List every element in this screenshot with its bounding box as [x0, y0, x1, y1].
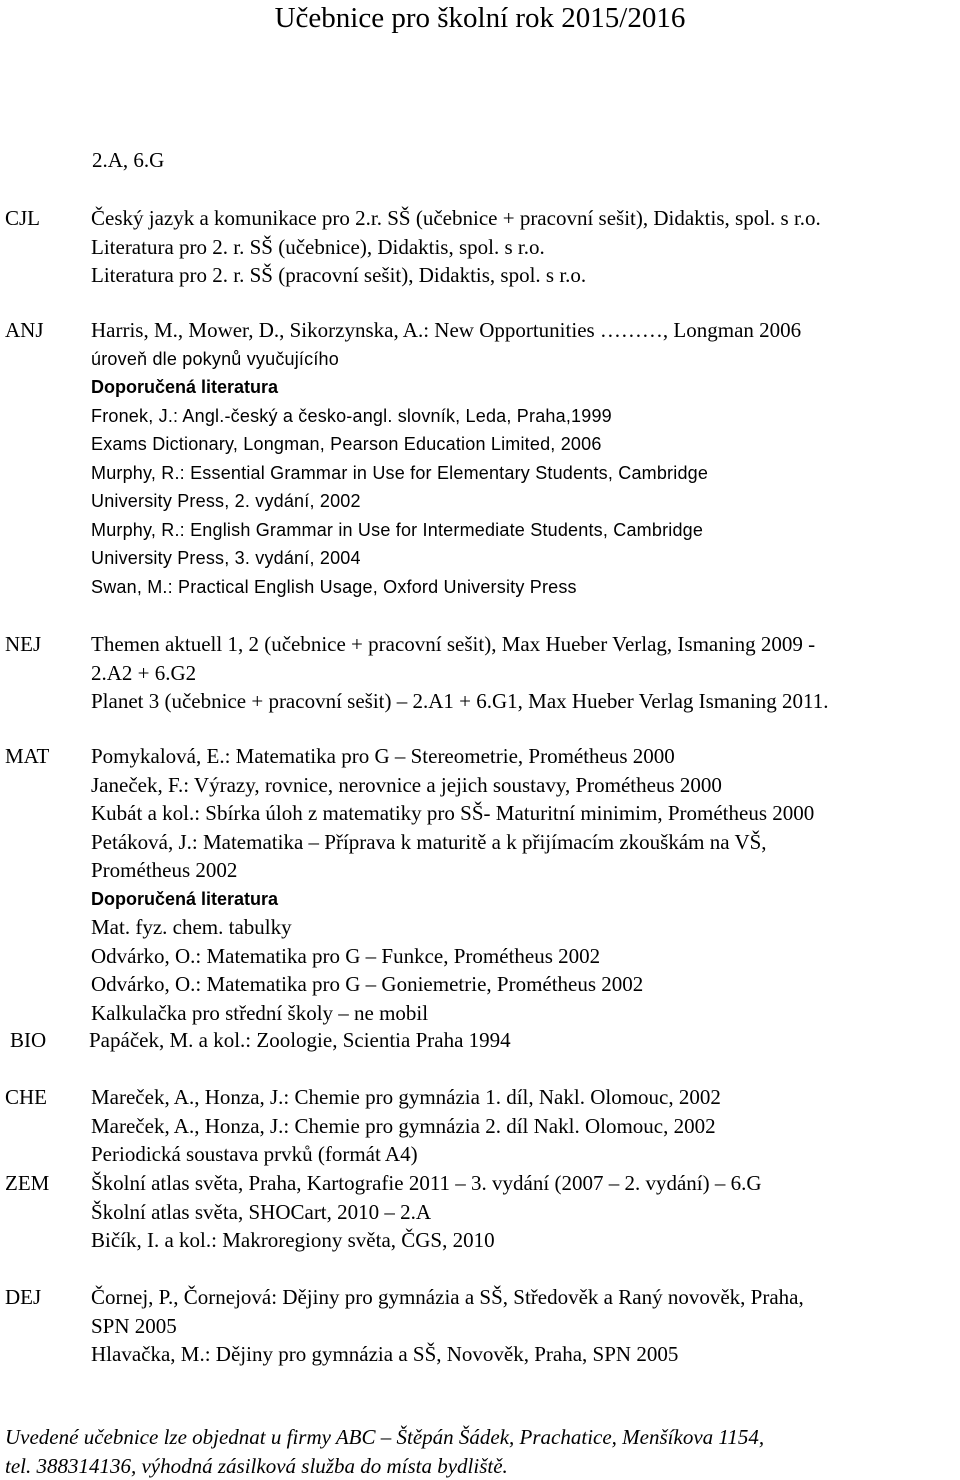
- recommended-literature-heading: Doporučená literatura: [91, 885, 956, 914]
- section-bio-list: [89, 1026, 954, 1055]
- order-note: [5, 1423, 955, 1480]
- recommended-literature-heading: Doporučená literatura: [91, 373, 956, 402]
- section-dej-list: [91, 1283, 956, 1369]
- order-note-line-2: tel. 388314136, výhodná zásilková služba do místa bydliště.: [5, 1452, 955, 1480]
- list-item: University Press, 2. vydání, 2002: [91, 487, 956, 516]
- list-item: Harris, M., Mower, D., Sikorzynska, A.: New Opportunities ………, Longman 2006: [91, 316, 956, 345]
- class-label: 2.A, 6.G: [92, 146, 164, 174]
- section-anj-list: [91, 316, 956, 601]
- list-item: Literatura pro 2. r. SŠ (pracovní sešit), Didaktis, spol. s r.o.: [91, 261, 956, 290]
- list-item: Školní atlas světa, SHOCart, 2010 – 2.A: [91, 1198, 956, 1227]
- subject-bio: BIO: [10, 1026, 46, 1055]
- subject-che: CHE: [5, 1083, 47, 1112]
- list-item: Pomykalová, E.: Matematika pro G – Stereometrie, Prométheus 2000: [91, 742, 956, 771]
- list-item: Mareček, A., Honza, J.: Chemie pro gymnázia 2. díl Nakl. Olomouc, 2002: [91, 1112, 956, 1141]
- list-item: Planet 3 (učebnice + pracovní sešit) – 2.A1 + 6.G1, Max Hueber Verlag Ismaning 2011.: [91, 687, 956, 716]
- list-item: Themen aktuell 1, 2 (učebnice + pracovní sešit), Max Hueber Verlag, Ismaning 2009 -: [91, 630, 956, 659]
- list-item: Kubát a kol.: Sbírka úloh z matematiky pro SŠ- Maturitní minimim, Prométheus 2000: [91, 799, 956, 828]
- list-item: Murphy, R.: English Grammar in Use for Intermediate Students, Cambridge: [91, 516, 956, 545]
- list-item: Papáček, M. a kol.: Zoologie, Scientia Praha 1994: [89, 1026, 954, 1055]
- list-item: Fronek, J.: Angl.-český a česko-angl. slovník, Leda, Praha,1999: [91, 402, 956, 431]
- list-item: Školní atlas světa, Praha, Kartografie 2011 – 3. vydání (2007 – 2. vydání) – 6.G: [91, 1169, 956, 1198]
- list-item: Český jazyk a komunikace pro 2.r. SŠ (učebnice + pracovní sešit), Didaktis, spol. s r.o.: [91, 204, 956, 233]
- subject-cjl: CJL: [5, 204, 40, 233]
- list-item: University Press, 3. vydání, 2004: [91, 544, 956, 573]
- list-item: Mareček, A., Honza, J.: Chemie pro gymnázia 1. díl, Nakl. Olomouc, 2002: [91, 1083, 956, 1112]
- subject-dej: DEJ: [5, 1283, 41, 1312]
- list-item: Odvárko, O.: Matematika pro G – Goniemetrie, Prométheus 2002: [91, 970, 956, 999]
- list-item: Literatura pro 2. r. SŠ (učebnice), Didaktis, spol. s r.o.: [91, 233, 956, 262]
- list-item: Swan, M.: Practical English Usage, Oxford University Press: [91, 573, 956, 602]
- list-item: Hlavačka, M.: Dějiny pro gymnázia a SŠ, Novověk, Praha, SPN 2005: [91, 1340, 956, 1369]
- subject-zem: ZEM: [5, 1169, 49, 1198]
- subject-nej: NEJ: [5, 630, 41, 659]
- list-item: Bičík, I. a kol.: Makroregiony světa, ČGS, 2010: [91, 1226, 956, 1255]
- list-item: Prométheus 2002: [91, 856, 956, 885]
- list-item: úroveň dle pokynů vyučujícího: [91, 345, 956, 374]
- list-item: Petáková, J.: Matematika – Příprava k maturitě a k přijímacím zkouškám na VŠ,: [91, 828, 956, 857]
- section-nej-list: [91, 630, 956, 716]
- subject-mat: MAT: [5, 742, 49, 771]
- section-mat-list: [91, 742, 956, 1027]
- list-item: Janeček, F.: Výrazy, rovnice, nerovnice a jejich soustavy, Prométheus 2000: [91, 771, 956, 800]
- section-cjl-list: [91, 204, 956, 290]
- list-item: Murphy, R.: Essential Grammar in Use for Elementary Students, Cambridge: [91, 459, 956, 488]
- section-che-list: [91, 1083, 956, 1169]
- section-zem-list: [91, 1169, 956, 1255]
- list-item: 2.A2 + 6.G2: [91, 659, 956, 688]
- list-item: Exams Dictionary, Longman, Pearson Education Limited, 2006: [91, 430, 956, 459]
- subject-anj: ANJ: [5, 316, 44, 345]
- list-item: Periodická soustava prvků (formát A4): [91, 1140, 956, 1169]
- list-item: Mat. fyz. chem. tabulky: [91, 913, 956, 942]
- list-item: Odvárko, O.: Matematika pro G – Funkce, Prométheus 2002: [91, 942, 956, 971]
- order-note-line-1: Uvedené učebnice lze objednat u firmy ABC – Štěpán Šádek, Prachatice, Menšíkova 1154,: [5, 1423, 955, 1452]
- list-item: Čornej, P., Čornejová: Dějiny pro gymnázia a SŠ, Středověk a Raný novověk, Praha,: [91, 1283, 956, 1312]
- page-title: Učebnice pro školní rok 2015/2016: [0, 0, 960, 36]
- list-item: Kalkulačka pro střední školy – ne mobil: [91, 999, 956, 1028]
- list-item: SPN 2005: [91, 1312, 956, 1341]
